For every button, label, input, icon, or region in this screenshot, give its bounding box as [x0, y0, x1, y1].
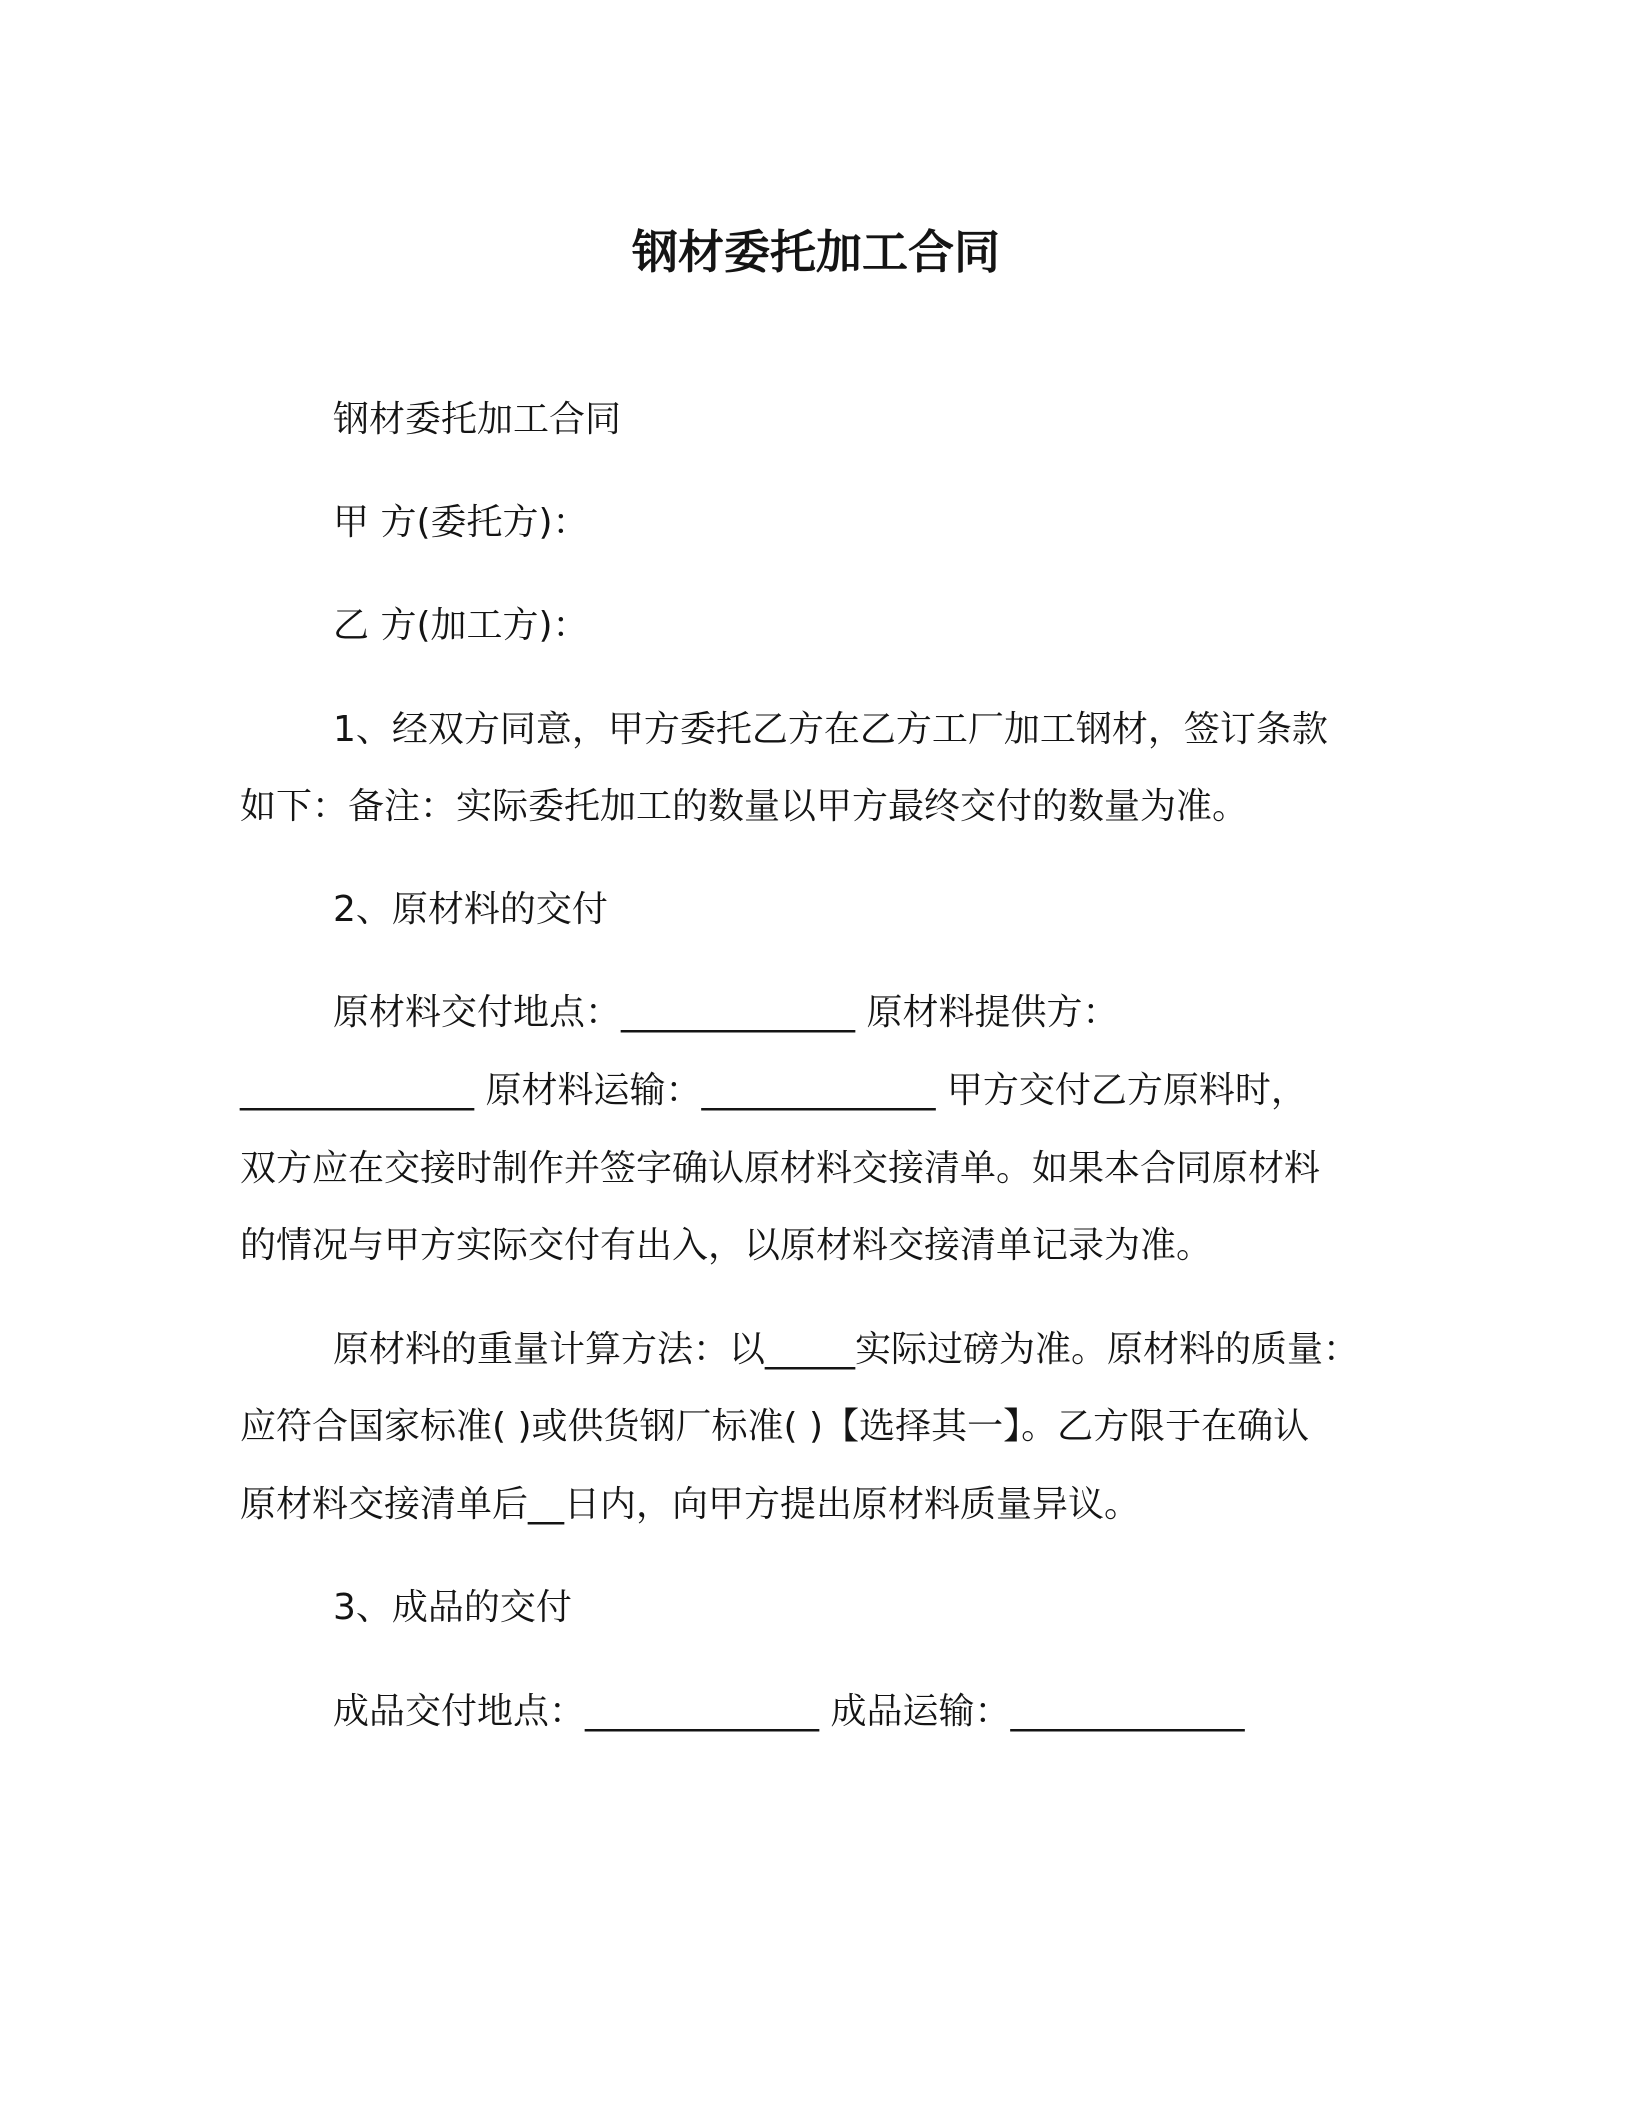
section-2-heading: 2、原材料的交付	[333, 889, 608, 930]
clause-2-line-2: _____________ 原材料运输：_____________ 甲方交付乙方原料时，	[240, 1070, 1307, 1111]
clause-2b-line-3: 原材料交接清单后__日内，向甲方提出原材料质量异议。	[240, 1484, 1141, 1525]
clause-1-line-2: 如下：备注：实际委托加工的数量以甲方最终交付的数量为准。	[240, 786, 1249, 827]
clause-3-line-1: 成品交付地点：_____________ 成品运输：_____________	[333, 1691, 1245, 1732]
clause-2-line-1: 原材料交付地点：_____________ 原材料提供方：	[333, 992, 1119, 1033]
subtitle-line: 钢材委托加工合同	[333, 399, 622, 440]
clause-2b-line-2: 应符合国家标准( )或供货钢厂标准( )【选择其一】。乙方限于在确认	[240, 1406, 1310, 1447]
party-b-line: 乙 方(加工方)：	[333, 605, 589, 646]
party-a-line: 甲 方(委托方)：	[333, 502, 589, 543]
clause-2b-line-1: 原材料的重量计算方法：以_____实际过磅为准。原材料的质量：	[333, 1329, 1360, 1370]
clause-1-line-1: 1、经双方同意，甲方委托乙方在乙方工厂加工钢材，签订条款	[333, 709, 1328, 750]
section-3-heading: 3、成品的交付	[333, 1587, 572, 1628]
document-title: 钢材委托加工合同	[632, 225, 1000, 279]
clause-2-line-4: 的情况与甲方实际交付有出入，以原材料交接清单记录为准。	[240, 1225, 1213, 1266]
clause-2-line-3: 双方应在交接时制作并签字确认原材料交接清单。如果本合同原材料	[240, 1148, 1321, 1189]
